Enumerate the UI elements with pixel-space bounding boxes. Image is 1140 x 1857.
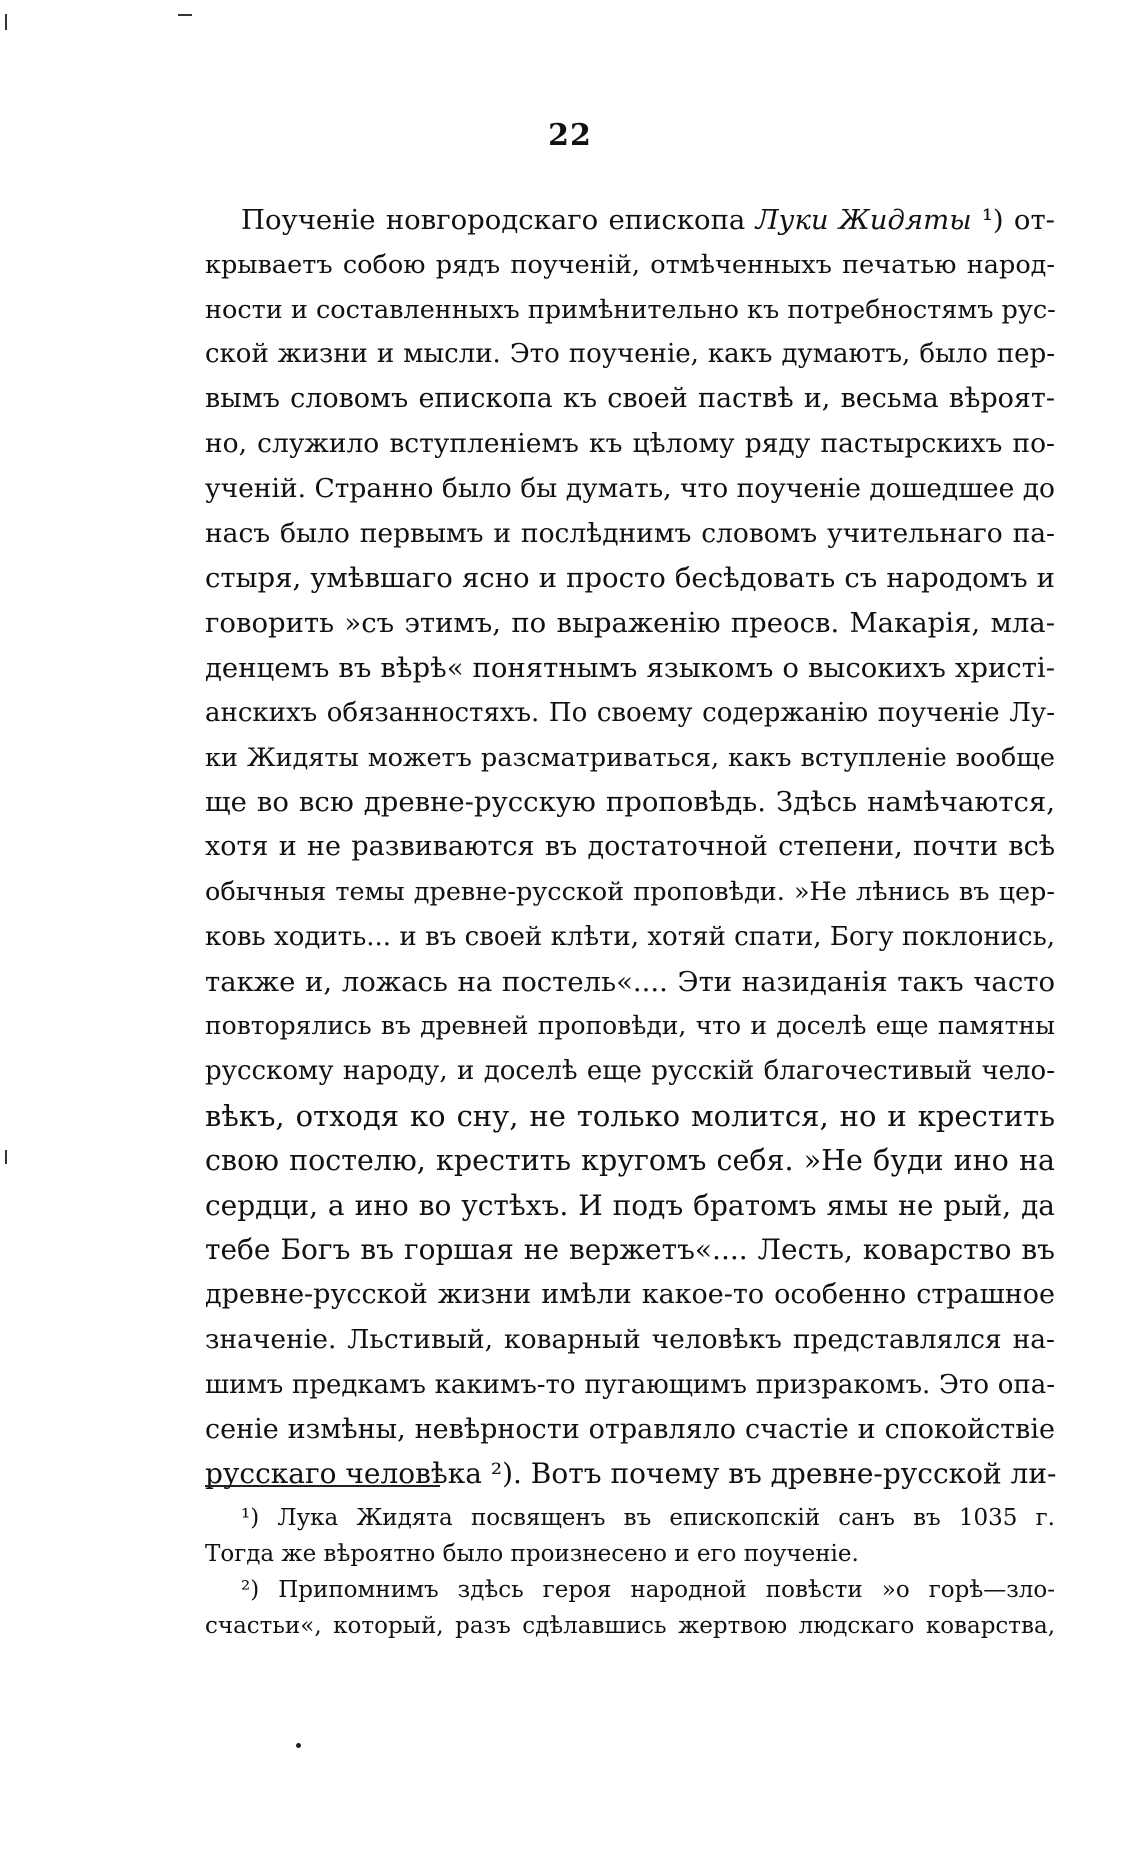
text-line: ки Жидяты можетъ разсматриваться, какъ вступленіе вообще — [205, 742, 1055, 773]
text-line: свою постелю, крестить кругомъ себя. »Не буди ино на — [205, 1143, 1055, 1177]
text-line: хотя и не развиваются въ достаточной степени, почти всѣ — [205, 831, 1055, 863]
text-line: значеніе. Льстивый, коварный человѣкъ представлялся на- — [205, 1323, 1055, 1355]
text-line: анскихъ обязанностяхъ. По своему содержанію поученіе Лу- — [205, 697, 1055, 728]
text-line: денцемъ въ вѣрѣ« понятнымъ языкомъ о высокихъ христі- — [205, 651, 1055, 684]
footnote-rule — [205, 1485, 440, 1487]
scan-mark — [5, 14, 7, 30]
text-line: насъ было первымъ и послѣднимъ словомъ учительнаго па- — [205, 517, 1055, 549]
text-line — [205, 198, 1055, 243]
text-line: также и, ложась на постель«.... Эти назиданія такъ часто — [205, 965, 1055, 998]
text-segment: ¹) от- — [971, 204, 1055, 236]
text-line: сердци, а ино во устѣхъ. И подъ братомъ ямы не рый, да — [205, 1188, 1055, 1222]
text-segment: Поученіе новгородскаго епископа — [241, 204, 756, 236]
text-line: ще во всю древне-русскую проповѣдь. Здѣсь намѣчаются, — [205, 786, 1055, 819]
text-line: ковь ходить... и въ своей клѣти, хотяй спати, Богу поклонись, — [205, 921, 1055, 952]
text-line: древне-русской жизни имѣли какое-то особенно страшное — [205, 1279, 1055, 1311]
text-line: вымъ словомъ епископа къ своей паствѣ и, весьма вѣроят- — [205, 383, 1055, 415]
ink-dot — [296, 1743, 301, 1748]
body-text — [205, 198, 1055, 1497]
text-line: русскому народу, и доселѣ еще русскій благочестивый чело- — [205, 1056, 1055, 1087]
footnote-line: ²) Припомнимъ здѣсь героя народной повѣсти »о горѣ—зло- — [241, 1577, 1055, 1603]
text-line: вѣкъ, отходя ко сну, не только молится, но и крестить — [205, 1098, 1055, 1133]
footnotes — [205, 1500, 1055, 1644]
text-line: ученій. Странно было бы думать, что поученіе дошедшее до — [205, 472, 1055, 504]
text-line: шимъ предкамъ какимъ-то пугающимъ призракомъ. Это опа- — [205, 1369, 1055, 1400]
text-line: ности и составленныхъ примѣнительно къ потребностямъ рус- — [205, 294, 1056, 325]
text-line: стыря, умѣвшаго ясно и просто бесѣдовать съ народомъ и — [205, 562, 1055, 595]
text-line: крываетъ собою рядъ поученій, отмѣченныхъ печатью народ- — [205, 249, 1055, 280]
scan-mark — [5, 1150, 7, 1164]
footnote-line: ¹) Лука Жидята посвященъ въ епископскій санъ въ 1035 г. — [241, 1505, 1055, 1531]
page-number: 22 — [548, 118, 592, 153]
italic-name: Луки Жидяты — [755, 204, 972, 236]
text-line: сеніе измѣны, невѣрности отравляло счастіе и спокойствіе — [205, 1413, 1055, 1445]
text-line: тебе Богъ въ горшая не вержетъ«.... Лесть, коварство въ — [205, 1233, 1055, 1267]
text-line: русскаго человѣка ²). Вотъ почему въ древне-русской ли- — [205, 1457, 1057, 1491]
text-line: говорить »съ этимъ, по выраженію преосв. Макарія, мла- — [205, 607, 1055, 640]
footnote-line: счастьи«, который, разъ сдѣлавшись жертвою людскаго коварства, — [205, 1613, 1055, 1639]
footnote-line: Тогда же вѣроятно было произнесено и его поученіе. — [205, 1541, 859, 1567]
text-line: ской жизни и мысли. Это поученіе, какъ думаютъ, было пер- — [205, 339, 1055, 370]
scan-mark — [178, 14, 192, 16]
text-line: но, служило вступленіемъ къ цѣлому ряду пастырскихъ по- — [205, 427, 1055, 459]
text-line: повторялись въ древней проповѣди, что и доселѣ еще памятны — [205, 1011, 1055, 1041]
text-line: обычныя темы древне-русской проповѣди. »Не лѣнись въ цер- — [205, 876, 1055, 907]
